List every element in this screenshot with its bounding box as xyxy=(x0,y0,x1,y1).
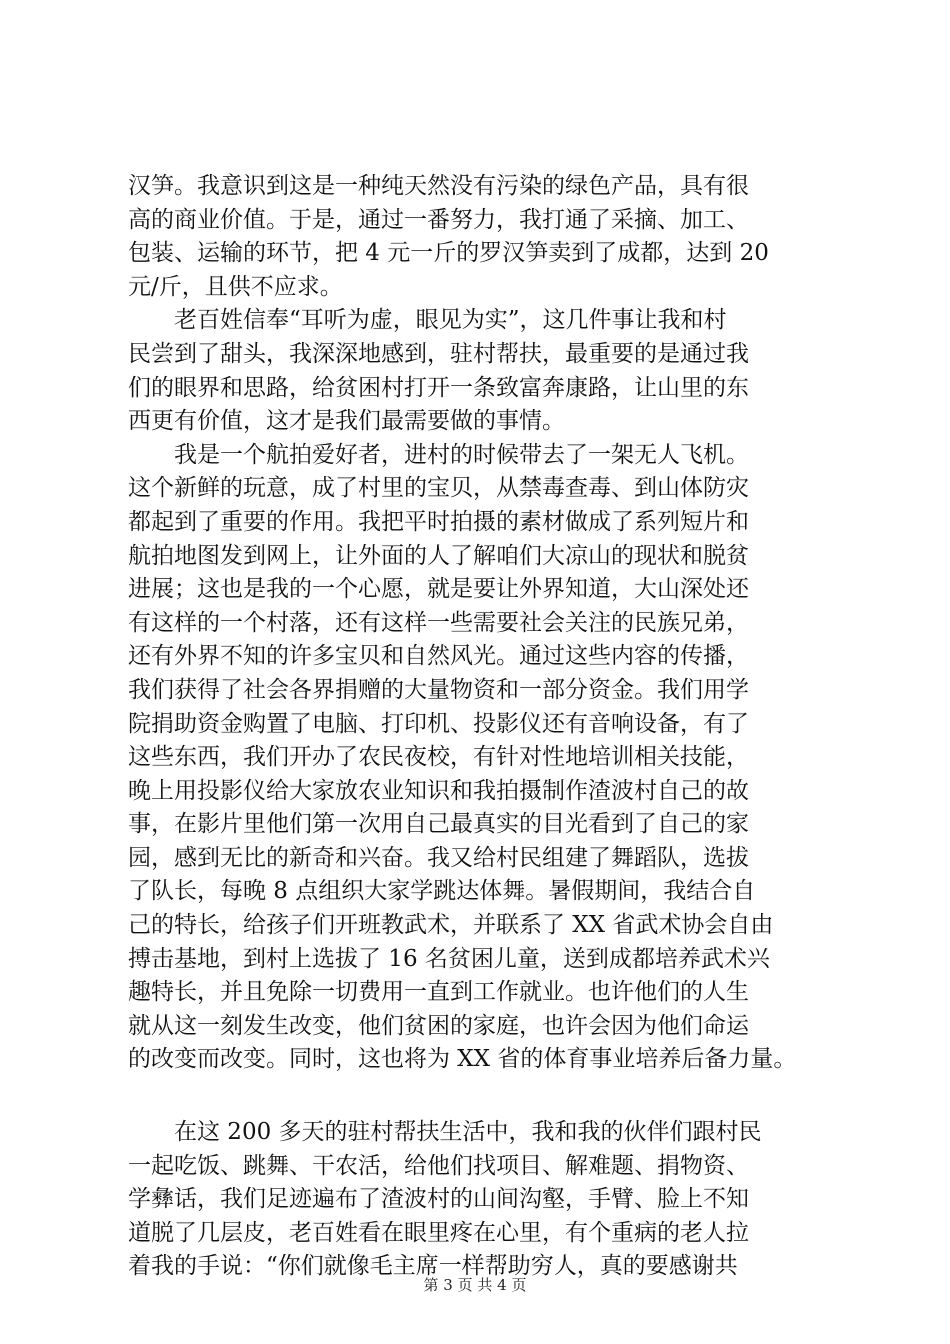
text-line: 们的眼界和思路，给贫困村打开一条致富奔康路，让山里的东 xyxy=(128,374,749,401)
text-line: 搏击基地，到村上选拔了 16 名贫困儿童，送到成都培养武术兴 xyxy=(128,945,770,972)
text-line: 我们获得了社会各界捐赠的大量物资和一部分资金。我们用学 xyxy=(128,676,749,703)
text-line: 己的特长，给孩子们开班教武术，并联系了 XX 省武术协会自由 xyxy=(128,912,774,939)
text-line: 道脱了几层皮，老百姓看在眼里疼在心里，有个重病的老人拉 xyxy=(128,1219,749,1246)
text-line: 还有外界不知的许多宝贝和自然风光。通过这些内容的传播， xyxy=(128,643,749,670)
body-text xyxy=(128,170,848,1284)
paragraph-spacer xyxy=(128,1077,848,1116)
text-line: 在这 200 多天的驻村帮扶生活中，我和我的伙伴们跟村民 xyxy=(128,1119,762,1146)
text-line: 着我的手说：“你们就像毛主席一样帮助穷人，真的要感谢共 xyxy=(128,1253,738,1280)
text-line: 晚上用投影仪给大家放农业知识和我拍摄制作渣波村自己的故 xyxy=(128,777,749,804)
text-line: 老百姓信奉“耳听为虚，眼见为实”，这几件事让我和村 xyxy=(128,307,727,334)
page-number: 第 3 页 共 4 页 xyxy=(423,1276,527,1294)
text-line: 包装、运输的环节，把 4 元一斤的罗汉笋卖到了成都，达到 20 xyxy=(128,240,769,267)
text-line: 高的商业价值。于是，通过一番努力，我打通了采摘、加工、 xyxy=(128,206,749,233)
text-line: 就从这一刻发生改变，他们贫困的家庭，也许会因为他们命运 xyxy=(128,1012,749,1039)
text-line: 趣特长，并且免除一切费用一直到工作就业。也许他们的人生 xyxy=(128,979,749,1006)
text-line: 园，感到无比的新奇和兴奋。我又给村民组建了舞蹈队，选拔 xyxy=(128,844,749,871)
text-line: 院捐助资金购置了电脑、打印机、投影仪还有音响设备，有了 xyxy=(128,710,749,737)
text-line: 我是一个航拍爱好者，进村的时候带去了一架无人飞机。 xyxy=(128,441,749,468)
text-line: 了队长，每晚 8 点组织大家学跳达体舞。暑假期间，我结合自 xyxy=(128,878,756,905)
text-line: 事，在影片里他们第一次用自己最真实的目光看到了自己的家 xyxy=(128,811,749,838)
text-line: 进展；这也是我的一个心愿，就是要让外界知道，大山深处还 xyxy=(128,576,749,603)
paragraph-2 xyxy=(128,304,848,438)
text-line: 航拍地图发到网上，让外面的人了解咱们大凉山的现状和脱贫 xyxy=(128,542,749,569)
paragraph-4 xyxy=(128,1116,848,1284)
text-line: 的改变而改变。同时，这也将为 XX 省的体育事业培养后备力量。 xyxy=(128,1046,797,1073)
text-line: 学彝话，我们足迹遍布了渣波村的山间沟壑，手臂、脸上不知 xyxy=(128,1186,749,1213)
text-line: 西更有价值，这才是我们最需要做的事情。 xyxy=(128,408,565,435)
text-line: 这个新鲜的玩意，成了村里的宝贝，从禁毒查毒、到山体防灾 xyxy=(128,475,749,502)
text-line: 汉笋。我意识到这是一种纯天然没有污染的绿色产品，具有很 xyxy=(128,173,749,199)
paragraph-1 xyxy=(128,170,848,304)
page-footer xyxy=(0,1275,950,1295)
text-line: 这些东西，我们开办了农民夜校，有针对性地培训相关技能， xyxy=(128,744,749,771)
text-line: 一起吃饭、跳舞、干农活，给他们找项目、解难题、捐物资、 xyxy=(128,1152,749,1179)
text-line: 有这样的一个村落，还有这样一些需要社会关注的民族兄弟， xyxy=(128,609,749,636)
text-line: 元/斤，且供不应求。 xyxy=(128,273,343,300)
text-line: 都起到了重要的作用。我把平时拍摄的素材做成了系列短片和 xyxy=(128,508,749,535)
paragraph-3 xyxy=(128,439,848,1077)
text-line: 民尝到了甜头，我深深地感到，驻村帮扶，最重要的是通过我 xyxy=(128,340,749,367)
